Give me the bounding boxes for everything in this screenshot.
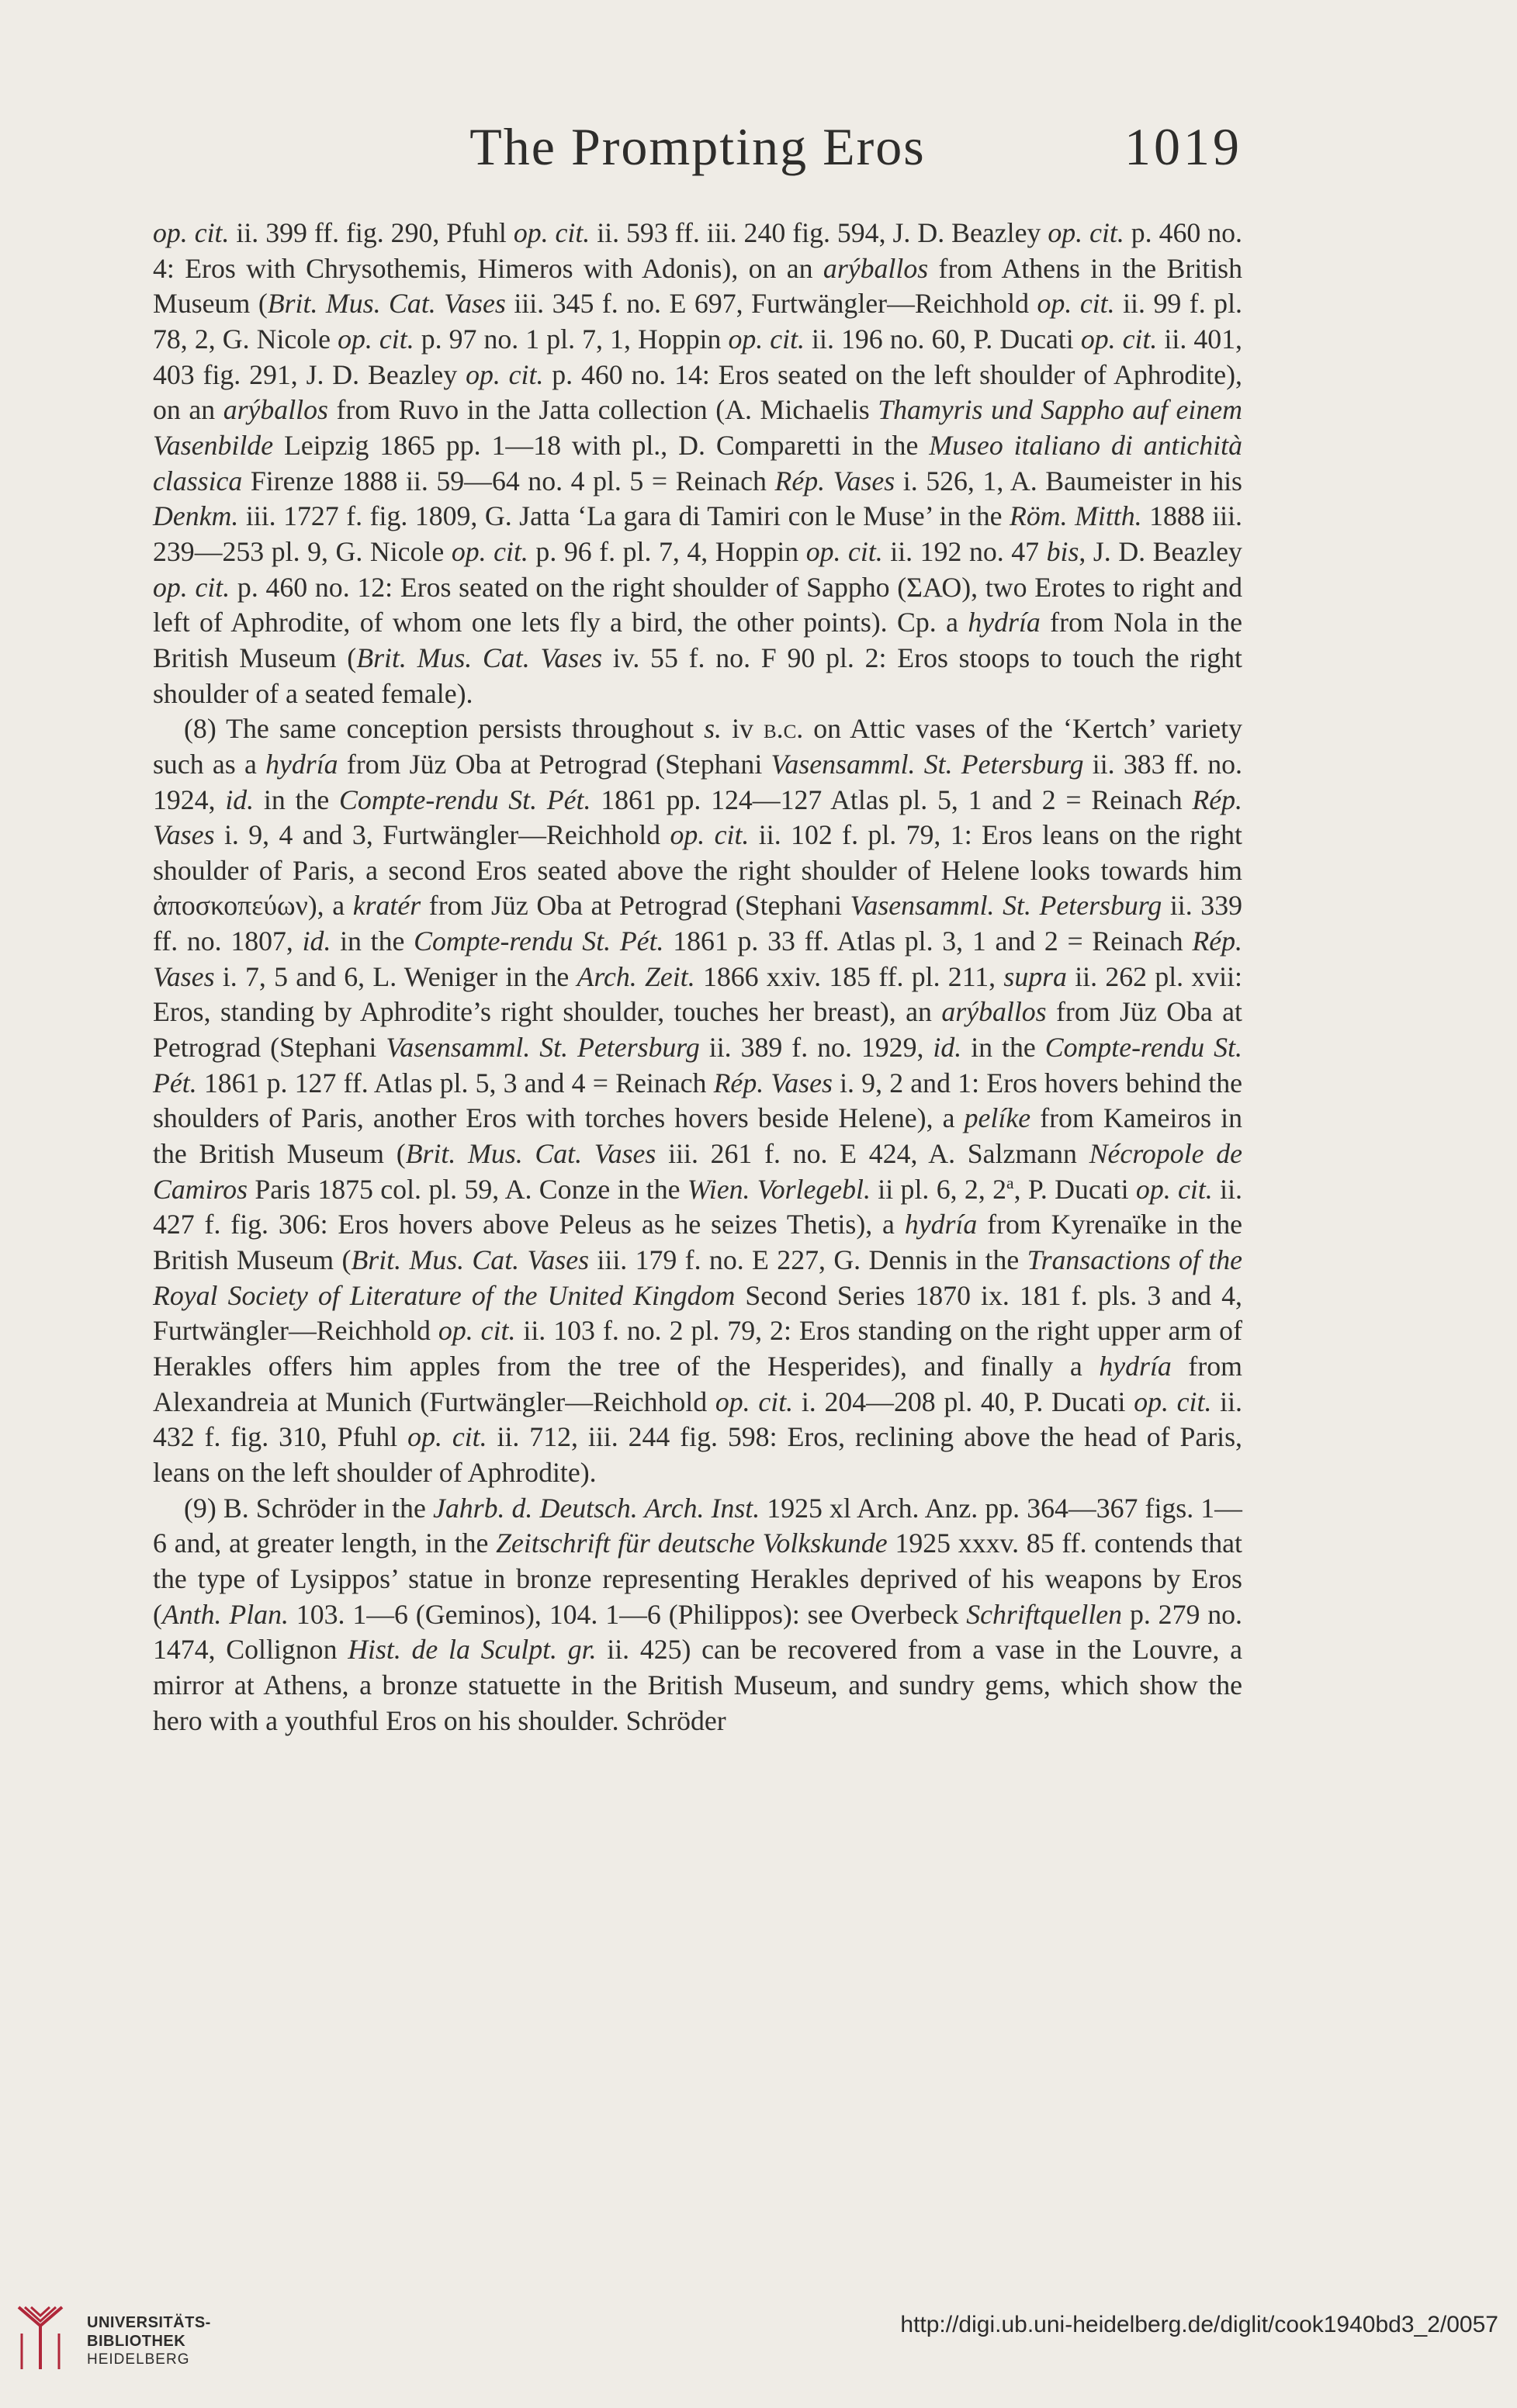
source-url-link[interactable]: http://digi.ub.uni-heidelberg.de/diglit/cook1940bd3_2/0057 bbox=[900, 2312, 1498, 2337]
page-footer bbox=[0, 2296, 1517, 2389]
running-header bbox=[153, 116, 1242, 186]
paragraph-continued: op. cit. ii. 399 ff. fig. 290, Pfuhl op. cit. ii. 593 ff. iii. 240 fig. 594, J. D. Beazley op. cit. p. 460 no. 4: Eros with Chrysothemis, Himeros with Adonis), on an arýballos from Athens in the British Museum (Brit. Mus. Cat. Vases iii. 345 f. no. E 697, Furtwängler—Reichhold op. cit. ii. 99 f. pl. 78, 2, G. Nicole op. cit. p. 97 no. 1 pl. 7, 1, Hoppin op. cit. ii. 196 no. 60, P. Ducati op. cit. ii. 401, 403 fig. 291, J. D. Beazley op. cit. p. 460 no. 14: Eros seated on the left shoulder of Aphrodite), on an arýballos from Ruvo in the Jatta collection (A. Michaelis Thamyris und Sappho auf einem Vasenbilde Leipzig 1865 pp. 1—18 with pl., D. Comparetti in the Museo italiano di antichità classica Firenze 1888 ii. 59—64 no. 4 pl. 5 = Reinach Rép. Vases i. 526, 1, A. Baumeister in his Denkm. iii. 1727 f. fig. 1809, G. Jatta ‘La gara di Tamiri con le Muse’ in the Röm. Mitth. 1888 iii. 239—253 pl. 9, G. Nicole op. cit. p. 96 f. pl. 7, 4, Hoppin op. cit. ii. 192 no. 47 bis, J. D. Beazley op. cit. p. 460 no. 12: Eros seated on the right shoulder of Sappho (ΣΑΟ), two Erotes to right and left of Aphrodite, of whom one lets fly a bird, the other points). Cp. a hydría from Nola in the British Museum (Brit. Mus. Cat. Vases iv. 55 f. no. F 90 pl. 2: Eros stoops to touch the right shoulder of a seated female). bbox=[153, 217, 1242, 709]
running-title: The Prompting Eros bbox=[469, 117, 926, 176]
library-name-line3: HEIDELBERG bbox=[87, 2351, 190, 2368]
library-name-line2: BIBLIOTHEK bbox=[87, 2333, 186, 2350]
library-name-line1: UNIVERSITÄTS- bbox=[87, 2314, 211, 2331]
library-name bbox=[87, 2313, 211, 2369]
paragraph-9: (9) B. Schröder in the Jahrb. d. Deutsch. Arch. Inst. 1925 xl Arch. Anz. pp. 364—367 figs. 1—6 and, at greater length, in the Zeitschrift für deutsche Volkskunde 1925 xxxv. 85 ff. contends that the type of Lysippos’ statue in bronze representing Herakles deprived of his weapons by Eros (Anth. Plan. 103. 1—6 (Geminos), 104. 1—6 (Philippos): see Overbeck Schriftquellen p. 279 no. 1474, Collignon Hist. de la Sculpt. gr. ii. 425) can be recovered from a vase in the Louvre, a mirror at Athens, a bronze statuette in the British Museum, and sundry gems, which show the hero with a youthful Eros on his shoulder. Schröder bbox=[153, 1492, 1242, 1736]
page-number: 1019 bbox=[1124, 117, 1242, 176]
footnote-text-block bbox=[153, 216, 1242, 1739]
paragraph-8: (8) The same conception persists throughout s. iv b.c. on Attic vases of the ‘Kertch’ variety such as a hydría from Jüz Oba at Petrograd (Stephani Vasensamml. St. Petersburg ii. 383 ff. no. 1924, id. in the Compte-rendu St. Pét. 1861 pp. 124—127 Atlas pl. 5, 1 and 2 = Reinach Rép. Vases i. 9, 4 and 3, Furtwängler—Reichhold op. cit. ii. 102 f. pl. 79, 1: Eros leans on the right shoulder of Paris, a second Eros seated above the right shoulder of Helene looks towards him ἀποσκοπεύων), a kratér from Jüz Oba at Petrograd (Stephani Vasensamml. St. Petersburg ii. 339 ff. no. 1807, id. in the Compte-rendu St. Pét. 1861 p. 33 ff. Atlas pl. 3, 1 and 2 = Reinach Rép. Vases i. 7, 5 and 6, L. Weniger in the Arch. Zeit. 1866 xxiv. 185 ff. pl. 211, supra ii. 262 pl. xvii: Eros, standing by Aphrodite’s right shoulder, touches her breast), an arýballos from Jüz Oba at Petrograd (Stephani Vasensamml. St. Petersburg ii. 389 f. no. 1929, id. in the Compte-rendu St. Pét. 1861 p. 127 ff. Atlas pl. 5, 3 and 4 = Reinach Rép. Vases i. 9, 2 and 1: Eros hovers behind the shoulders of Paris, another Eros with torches hovers beside Helene), a pelíke from Kameiros in the British Museum (Brit. Mus. Cat. Vases iii. 261 f. no. E 424, A. Salzmann Nécropole de Camiros Paris 1875 col. pl. 59, A. Conze in the Wien. Vorlegebl. ii pl. 6, 2, 2$^a$, P. Ducati op. cit. ii. 427 f. fig. 306: Eros hovers above Peleus as he seizes Thetis), a hydría from Kyrenaïke in the British Museum (Brit. Mus. Cat. Vases iii. 179 f. no. E 227, G. Dennis in the Transactions of the Royal Society of Literature of the United Kingdom Second Series 1870 ix. 181 f. pls. 3 and 4, Furtwängler—Reichhold op. cit. ii. 103 f. no. 2 pl. 79, 2: Eros standing on the right upper arm of Herakles offers him apples from the tree of the Hesperides), and finally a hydría from Alexandreia at Munich (Furtwängler—Reichhold op. cit. i. 204—208 pl. 40, P. Ducati op. cit. ii. 432 f. fig. 310, Pfuhl op. cit. ii. 712, iii. 244 fig. 598: Eros, reclining above the head of Paris, leans on the left shoulder of Aphrodite). bbox=[153, 713, 1243, 1488]
library-logo-icon bbox=[14, 2302, 67, 2372]
